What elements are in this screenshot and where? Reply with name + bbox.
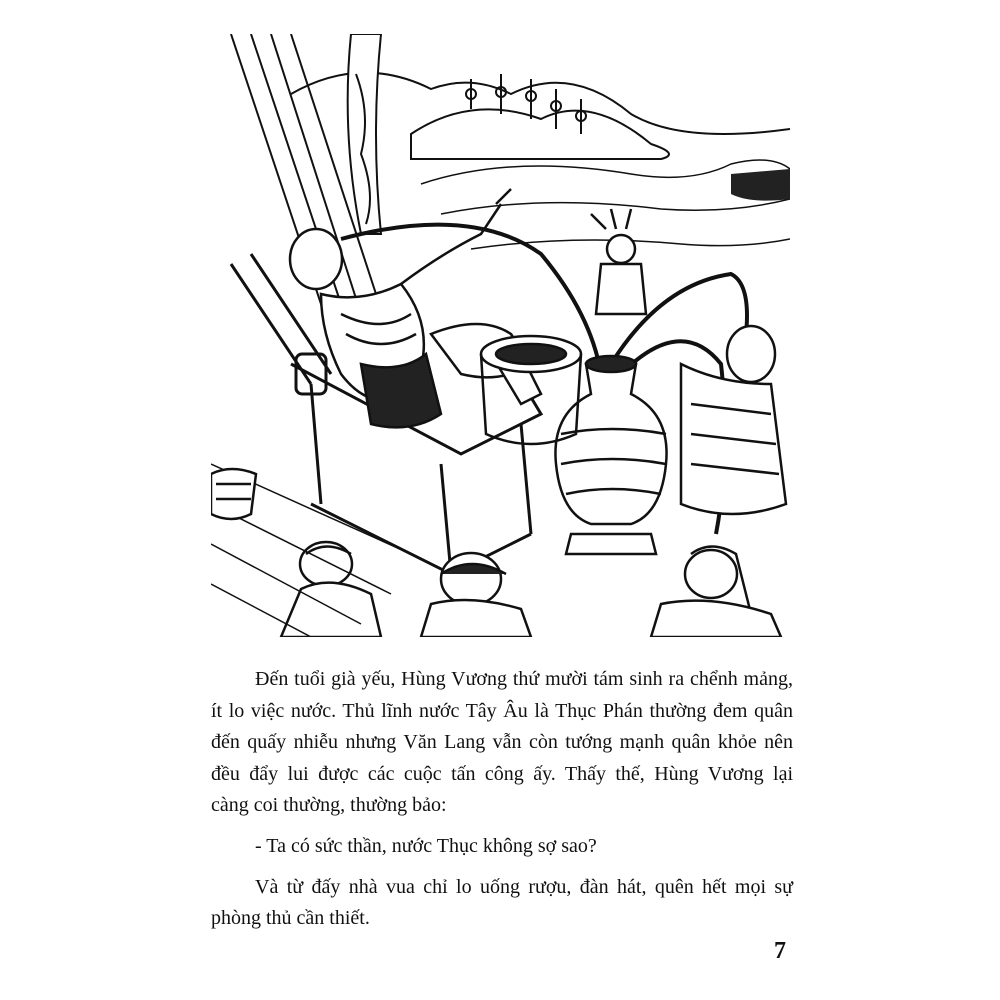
text-line: phòng thủ cần thiết. xyxy=(211,907,370,930)
text-line: Và từ đấy nhà vua chỉ lo uống rượu, đàn hát, quên hết mọi sự xyxy=(255,875,793,898)
king-drinking-scene-drawing xyxy=(211,34,790,637)
text-line: đều đẩy lui được các cuộc tấn công ấy. Thấy thế, Hùng Vương lại xyxy=(211,762,793,785)
text-line: càng coi thường, thường bảo: xyxy=(211,794,447,817)
story-paragraph-2 xyxy=(211,831,793,863)
story-paragraph-1 xyxy=(211,664,793,822)
page-number: 7 xyxy=(774,938,786,964)
story-paragraph-3 xyxy=(211,872,793,935)
text-line: - Ta có sức thần, nước Thục không sợ sao? xyxy=(255,834,597,857)
text-line: đến quấy nhiễu nhưng Văn Lang vẫn còn tướng mạnh quân khỏe nên xyxy=(211,731,793,754)
text-line: Đến tuổi già yếu, Hùng Vương thứ mười tám sinh ra chểnh mảng, xyxy=(255,668,793,690)
text-line: ít lo việc nước. Thủ lĩnh nước Tây Âu là Thục Phán thường đem quân xyxy=(211,699,793,722)
story-illustration xyxy=(211,34,790,637)
story-text xyxy=(211,664,793,944)
